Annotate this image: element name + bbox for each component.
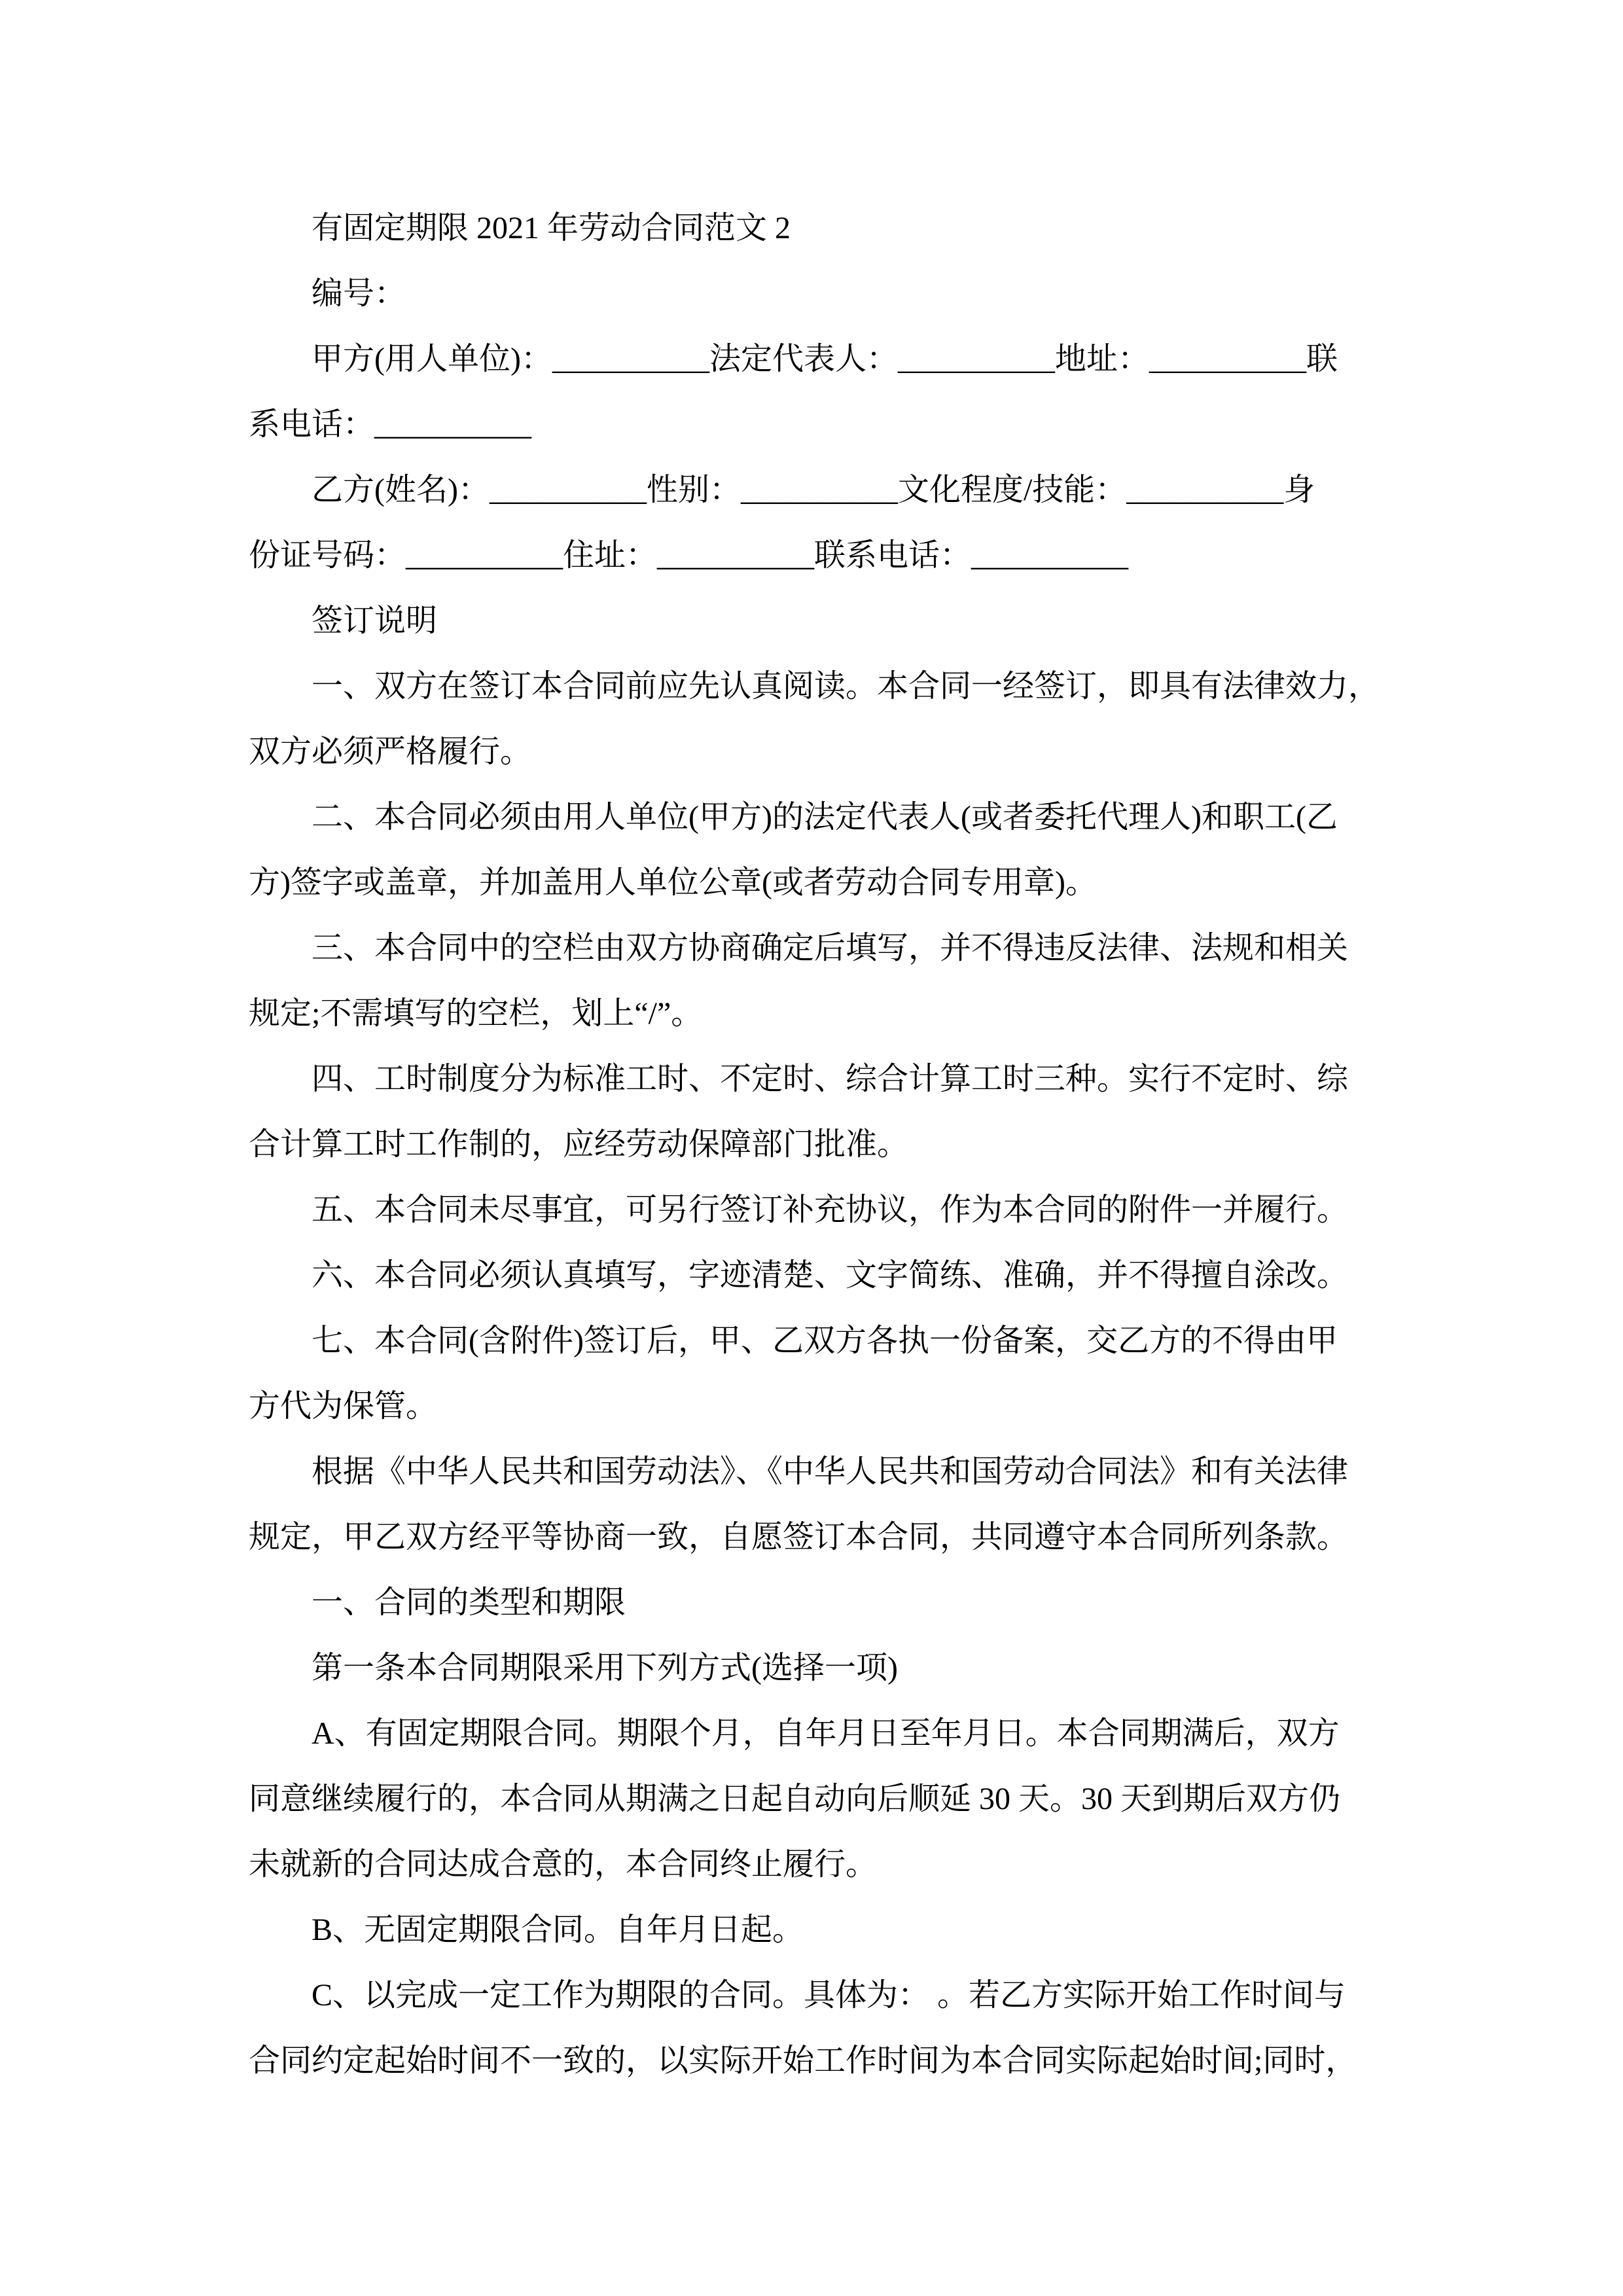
text-line: 规定，甲乙双方经平等协商一致，自愿签订本合同，共同遵守本合同所列条款。 — [249, 1520, 1349, 1554]
text-line: C、以完成一定工作为期限的合同。具体为： 。若乙方实际开始工作时间与 — [312, 1978, 1346, 2013]
text-line: 一、双方在签订本合同前应先认真阅读。本合同一经签订，即具有法律效力， — [312, 669, 1380, 704]
text-line: 乙方(姓名)：__________性别：__________文化程度/技能：__________身 — [312, 473, 1315, 507]
text-line: 七、本合同(含附件)签订后，甲、乙双方各执一份备案，交乙方的不得由甲 — [312, 1323, 1338, 1358]
text-line: 根据《中华人民共和国劳动法》、《中华人民共和国劳动合同法》和有关法律 — [312, 1454, 1349, 1489]
text-line: 四、工时制度分为标准工时、不定时、综合计算工时三种。实行不定时、综 — [312, 1062, 1349, 1096]
text-line: 双方必须严格履行。 — [249, 734, 532, 769]
text-line: 二、本合同必须由用人单位(甲方)的法定代表人(或者委托代理人)和职工(乙 — [312, 800, 1338, 834]
text-line: 签订说明 — [312, 603, 438, 638]
text-line: B、无固定期限合同。自年月日起。 — [312, 1912, 804, 1947]
text-line: 三、本合同中的空栏由双方协商确定后填写，并不得违反法律、法规和相关 — [312, 931, 1349, 965]
text-line: 未就新的合同达成合意的，本合同终止履行。 — [249, 1847, 878, 1882]
text-line: 第一条本合同期限采用下列方式(选择一项) — [312, 1651, 898, 1685]
text-line: 甲方(用人单位)：__________法定代表人：__________地址：__________联 — [312, 342, 1338, 376]
text-line: 编号： — [312, 276, 406, 311]
text-line: 合同约定起始时间不一致的，以实际开始工作时间为本合同实际起始时间;同时， — [249, 2043, 1357, 2078]
text-line: 规定;不需填写的空栏，划上“/”。 — [249, 996, 703, 1031]
text-line: 系电话：__________ — [249, 407, 532, 442]
text-line: A、有固定期限合同。期限个月，自年月日至年月日。本合同期满后，双方 — [312, 1716, 1340, 1751]
text-line: 合计算工时工作制的，应经劳动保障部门批准。 — [249, 1127, 909, 1162]
text-line: 一、合同的类型和期限 — [312, 1585, 626, 1620]
text-line: 六、本合同必须认真填写，字迹清楚、文字简练、准确，并不得擅自涂改。 — [312, 1258, 1349, 1293]
text-line: 份证号码：__________住址：__________联系电话：__________ — [249, 538, 1129, 573]
text-line: 方)签字或盖章，并加盖用人单位公章(或者劳动合同专用章)。 — [249, 865, 1097, 900]
contract-document — [249, 196, 1400, 2094]
text-line: 五、本合同未尽事宜，可另行签订补充协议，作为本合同的附件一并履行。 — [312, 1193, 1349, 1227]
text-line: 同意继续履行的，本合同从期满之日起自动向后顺延 30 天。30 天到期后双方仍 — [249, 1782, 1341, 1816]
text-line: 方代为保管。 — [249, 1389, 438, 1424]
text-line: 有固定期限 2021 年劳动合同范文 2 — [312, 211, 791, 245]
